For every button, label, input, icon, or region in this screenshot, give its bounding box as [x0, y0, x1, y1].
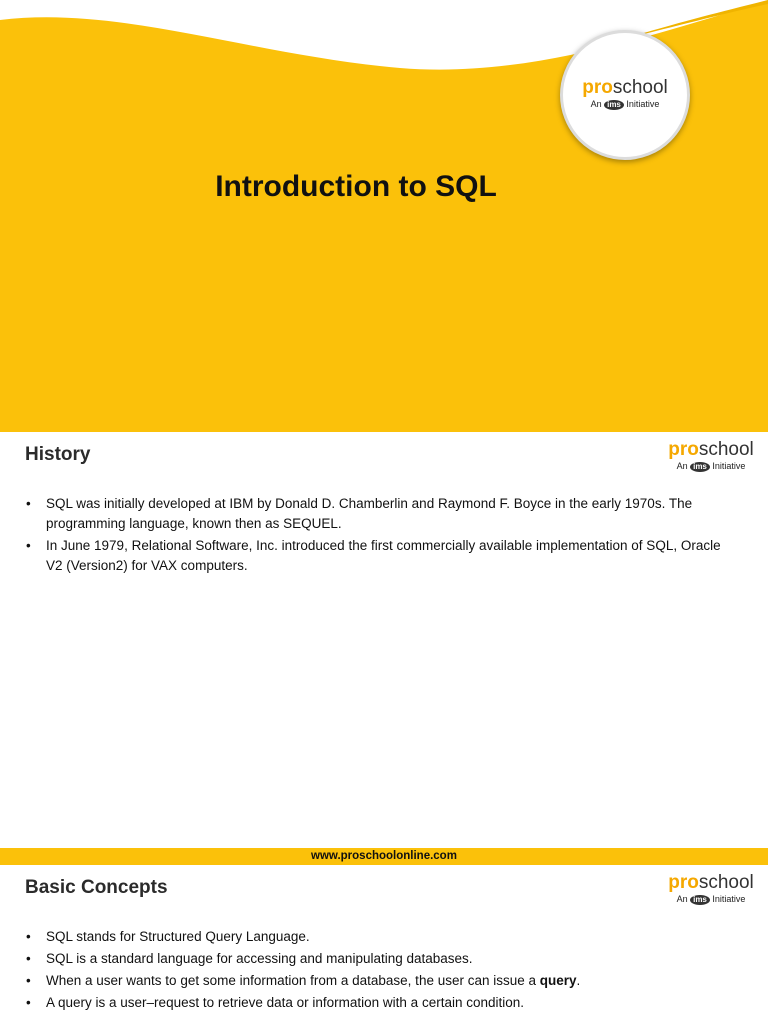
list-item: • SQL was initially developed at IBM by Donald D. Chamberlin and Raymond F. Boyce in the early 1970s. The programming language, known then as SEQUEL. — [26, 496, 693, 531]
proschool-logo: proschool An ims Initiative — [668, 439, 754, 471]
title-slide — [0, 0, 768, 432]
list-item: • When a user wants to get some information from a database, the user can issue a query. — [26, 973, 581, 988]
list-item: • In June 1979, Relational Software, Inc. introduced the first commercially available implementation of SQL, Oracle V2 (Version2) for VAX computers. — [26, 538, 721, 573]
bullet-list — [24, 494, 724, 578]
proschool-logo: proschool An ims Initiative — [582, 77, 668, 109]
list-item: • SQL is a standard language for accessing and manipulating databases. — [26, 951, 473, 966]
footer-url[interactable]: www.proschoolonline.com — [311, 850, 457, 862]
bullet-list — [24, 927, 724, 1015]
slide-heading: History — [25, 444, 91, 465]
footer-url-bar — [0, 848, 768, 865]
slide-title: Introduction to SQL — [215, 170, 497, 203]
slide-heading: Basic Concepts — [25, 877, 168, 898]
list-item: • A query is a user–request to retrieve data or information with a certain condition. — [26, 995, 525, 1010]
list-item: • SQL stands for Structured Query Language. — [26, 929, 310, 944]
logo-badge — [560, 30, 690, 160]
proschool-logo: proschool An ims Initiative — [668, 872, 754, 904]
history-slide — [0, 432, 768, 848]
basic-concepts-slide — [0, 865, 768, 1024]
